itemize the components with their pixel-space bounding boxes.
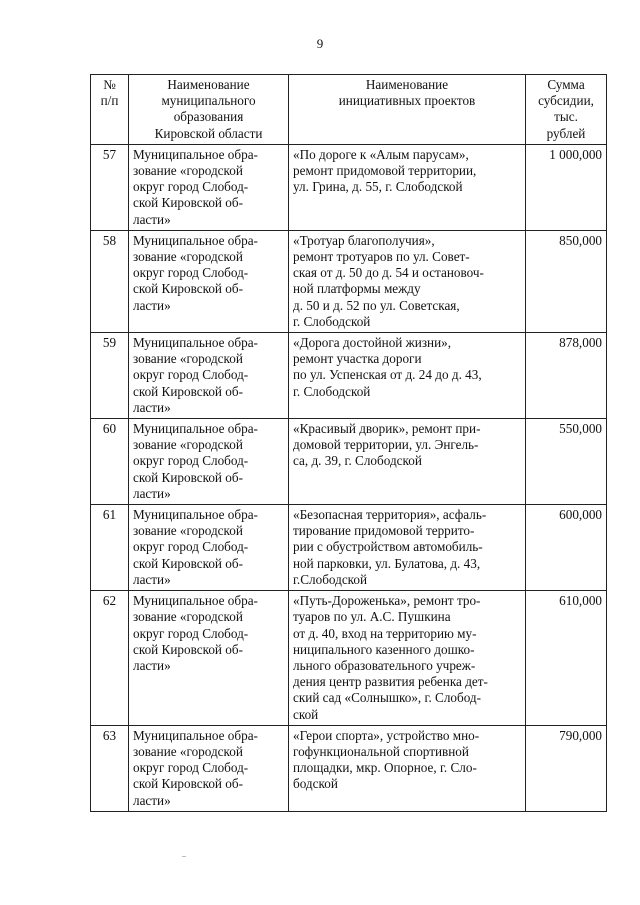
- table-header-row: [91, 75, 607, 145]
- subsidy-sum-cell: 1 000,000: [526, 144, 607, 230]
- municipality-cell: Муниципальное обра- зование «городской округ город Слобод- ской Кировской об- ласти»: [129, 591, 289, 726]
- project-cell: «Красивый дворик», ремонт при- домовой территории, ул. Энгель- са, д. 39, г. Слободской: [289, 419, 526, 505]
- project-cell: «Дорога достойной жизни», ремонт участка дороги по ул. Успенская от д. 24 до д. 43, г. Слободской: [289, 333, 526, 419]
- subsidy-sum-cell: 610,000: [526, 591, 607, 726]
- project-cell: «Герои спорта», устройство мно- гофункциональной спортивной площадки, мкр. Опорное, г. Сло- бодской: [289, 725, 526, 811]
- table-row: [91, 144, 607, 230]
- page-number: 9: [316, 36, 324, 51]
- project-cell: «Безопасная территория», асфаль- тирование придомовой террито- рии с обустройством автомобиль- ной парковки, ул. Булатова, д. 43, г.Слободской: [289, 505, 526, 591]
- municipality-cell: Муниципальное обра- зование «городской округ город Слобод- ской Кировской об- ласти»: [129, 333, 289, 419]
- subsidy-sum-cell: 878,000: [526, 333, 607, 419]
- scan-mark: [182, 856, 186, 857]
- table-row: [91, 505, 607, 591]
- header-sum: Сумма субсидии, тыс. рублей: [526, 75, 607, 145]
- table-row: [91, 230, 607, 332]
- header-num: № п/п: [91, 75, 129, 145]
- table-row: [91, 333, 607, 419]
- municipality-cell: Муниципальное обра- зование «городской округ город Слобод- ской Кировской об- ласти»: [129, 144, 289, 230]
- subsidy-sum-cell: 850,000: [526, 230, 607, 332]
- header-municipality: Наименование муниципального образования Кировской области: [129, 75, 289, 145]
- table-row: [91, 419, 607, 505]
- row-number: 60: [91, 419, 129, 505]
- municipality-cell: Муниципальное обра- зование «городской округ город Слобод- ской Кировской об- ласти»: [129, 725, 289, 811]
- row-number: 59: [91, 333, 129, 419]
- project-cell: «Тротуар благополучия», ремонт тротуаров по ул. Совет- ская от д. 50 до д. 54 и остановоч- ной платформы между д. 50 и д. 52 по ул. Советская, г. Слободской: [289, 230, 526, 332]
- municipality-cell: Муниципальное обра- зование «городской округ город Слобод- ской Кировской об- ласти»: [129, 230, 289, 332]
- row-number: 63: [91, 725, 129, 811]
- table-row: [91, 725, 607, 811]
- subsidy-sum-cell: 790,000: [526, 725, 607, 811]
- project-cell: «Путь-Дороженька», ремонт тро- туаров по ул. А.С. Пушкина от д. 40, вход на территорию му- ниципального казенного дошко- льного образовательного учреж- дения центр развития ребенка дет- ский сад «Солнышко», г. Слобод- ской: [289, 591, 526, 726]
- row-number: 58: [91, 230, 129, 332]
- row-number: 57: [91, 144, 129, 230]
- row-number: 61: [91, 505, 129, 591]
- municipality-cell: Муниципальное обра- зование «городской округ город Слобод- ской Кировской об- ласти»: [129, 419, 289, 505]
- header-projects: Наименование инициативных проектов: [289, 75, 526, 145]
- subsidy-table: [90, 74, 607, 812]
- project-cell: «По дороге к «Алым парусам», ремонт придомовой территории, ул. Грина, д. 55, г. Слободской: [289, 144, 526, 230]
- subsidy-sum-cell: 550,000: [526, 419, 607, 505]
- subsidy-sum-cell: 600,000: [526, 505, 607, 591]
- row-number: 62: [91, 591, 129, 726]
- municipality-cell: Муниципальное обра- зование «городской округ город Слобод- ской Кировской об- ласти»: [129, 505, 289, 591]
- table-row: [91, 591, 607, 726]
